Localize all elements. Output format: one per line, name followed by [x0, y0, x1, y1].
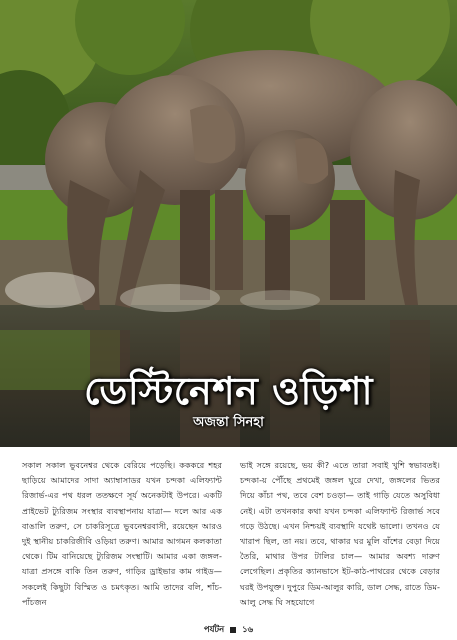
body-paragraph: সকাল সকাল ভুবনেশ্বর থেকে বেরিয়ে পড়েছি। কককরে শহর ছাড়িয়ে আমাদের সাদা অ্যাম্বাসাডর যখন চন্দকা এলিফ্যান্ট রিজার্ভ-এর পথ ধরল ততক্ষণে সূর্য অনেকটাই উপরে। একটি প্রাইভেট ট্যুরিজম সংস্থার ব্যবস্থাপনায় যাত্রা— দলে আর এক বাঙালি তরুণ, সে চাকরিসূত্রে ভুবনেশ্বরবাসী, রয়েছেন আরও দুই স্থানীয় চাকরিজীবি ওড়িয়া তরুণ। আমার আগমন কলকাতা থেকে। টিম বানিয়েছে ট্যুরিজম সংস্থাটি। আমার একা জঙ্গল-যাত্রা প্রসঙ্গে বাকি তিন তরুণ, গাড়ির ড্রাইভার কাম গাইড— সকলেই কিছুটা বিস্মিত ও চমৎকৃত। আমি তাদের বলি, শাঁচ-পাঁচজন — [22, 460, 222, 607]
body-paragraph: ভাই সঙ্গে রয়েছে, ভয় কী? এতে তারা সবাই খুশি স্বভাবতই। চন্দকা-য় পৌঁছে প্রথমেই জঙ্গল ঘুরে দেখা, জঙ্গলের ভিতর দিয়ে কাঁচা পথ, তবে বেশ চওড়া— তাই গাড়ি যেতে অসুবিধা নেই। এটা তখনকার কথা যখন চন্দকা এলিফ্যান্ট রিজার্ভ সবে গড়ে উঠছে। এখন নিশ্চয়ই ব্যবস্থাদি যথেষ্ট ভালো। তখনও যে খারাপ ছিল, তা নয়। তবে, থাকার ঘর মুলি বাঁশের বেড়া দিয়ে তৈরি, মাথার উপর টালির চাল— আমার অবশ্য দারুণ লেগেছিল। প্রকৃতির ক্যানভাসে ইট-কাঠ-পাথরের থেকে বেড়ার ঘরই উপযুক্ত। দুপুরে ডিম-আলুর কারি, ডাল সেদ্ধ, রাতে ডিম-আলু সেদ্ধ ঘি সহযোগে — [240, 460, 440, 607]
body-column-right — [240, 458, 440, 618]
article-author: অজন্তা সিনহা — [193, 415, 264, 430]
body-column-left — [22, 458, 222, 618]
article-title: ডেস্টিনেশন ওড়িশা — [83, 369, 374, 413]
article-body — [22, 458, 440, 618]
page-footer — [0, 623, 457, 637]
page-number: ১৬ — [242, 625, 254, 635]
magazine-name: পর্যটন — [203, 625, 225, 635]
square-bullet-icon — [230, 627, 236, 633]
